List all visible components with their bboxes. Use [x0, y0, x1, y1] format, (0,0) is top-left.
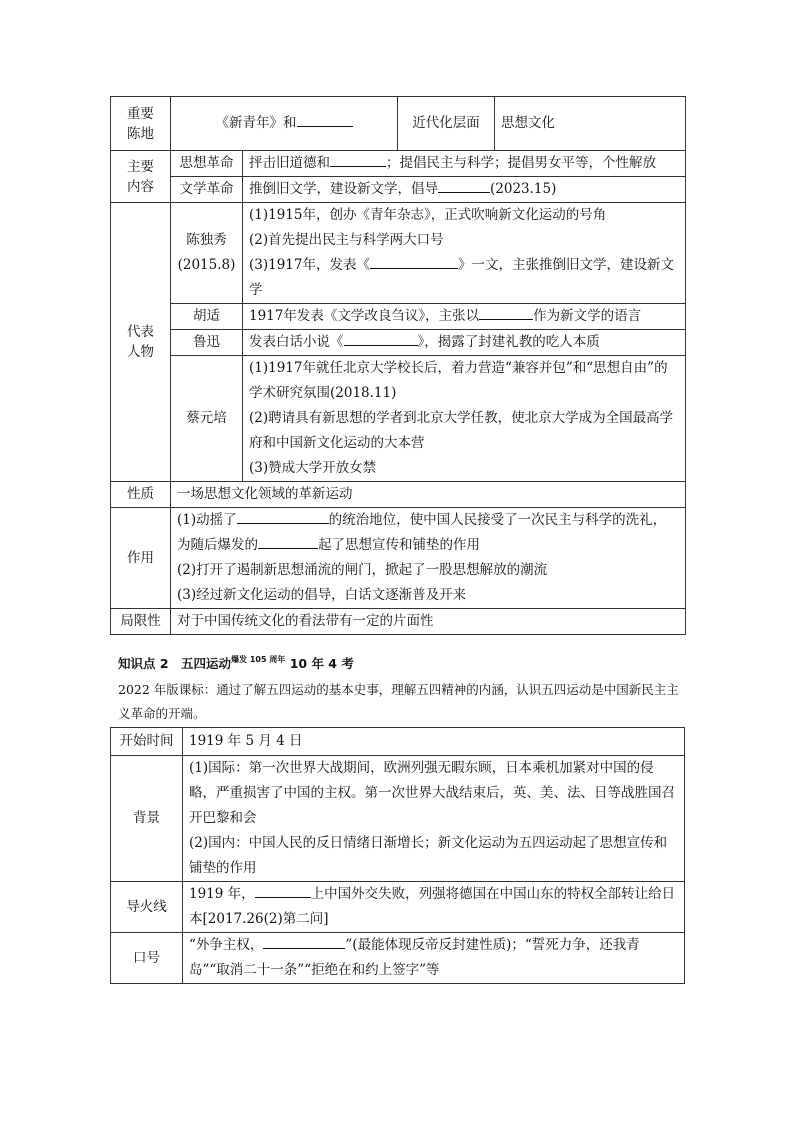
header-fuse: 导火线	[111, 882, 183, 933]
chen-name: 陈独秀 (2015.8)	[171, 203, 243, 304]
literature-revolution-text: 推倒旧文学，建设新文学，倡导 (2023.15)	[243, 177, 686, 203]
nature-text: 一场思想文化领域的革新运动	[171, 482, 686, 508]
lu-text: 发表白话小说《 》，揭露了封建礼教的吃人本质	[243, 330, 686, 356]
new-culture-table	[110, 96, 686, 635]
literature-revolution-label: 文学革命	[171, 177, 243, 203]
cai-name: 蔡元培	[171, 356, 243, 482]
thought-revolution-text: 抨击旧道德和 ；提倡民主与科学；提倡男女平等，个性解放	[243, 151, 686, 177]
fuse-text: 1919 年， 上中国外交失败，列强将德国在中国山东的特权全部转让给日本[2017.26(2)第二问]	[183, 882, 685, 933]
header-start: 开始时间	[111, 728, 183, 756]
modern-level-label: 近代化层面	[398, 97, 495, 151]
header-nature: 性质	[111, 482, 171, 508]
background-text: (1)国际：第一次世界大战期间，欧洲列强无暇东顾，日本乘机加紧对中国的侵略，严重损害了中国的主权。第一次世界大战结束后，英、美、法、日等战胜国召开巴黎和会 (2)国内：中国人民的反日情绪日渐增长；新文化运动为五四运动起了思想宣传和铺垫的作用	[183, 756, 685, 882]
chen-text: (1)1915年，创办《青年杂志》，正式吹响新文化运动的号角 (2)首先提出民主与科学两大口号 (3)1917年，发表《 》一文，主张推倒旧文学，建设新文学	[243, 203, 686, 304]
header-effect: 作用	[111, 508, 171, 609]
lu-name: 鲁迅	[171, 330, 243, 356]
may-fourth-table	[110, 727, 685, 984]
slogan-text: “外争主权， ”(最能体现反帝反封建性质)；“誓死力争，还我青岛”“取消二十一条”“拒绝在和约上签字”等	[183, 933, 685, 984]
hu-name: 胡适	[171, 304, 243, 330]
curriculum-standard: 2022 年版课标：通过了解五四运动的基本史事，理解五四精神的内涵，认识五四运动是中国新民主主义革命的开端。	[118, 682, 679, 721]
header-people: 代表 人物	[111, 203, 171, 482]
hu-text: 1917年发表《文学改良刍议》，主张以 作为新文学的语言	[243, 304, 686, 330]
limit-text: 对于中国传统文化的看法带有一定的片面性	[171, 609, 686, 635]
start-text: 1919 年 5 月 4 日	[183, 728, 685, 756]
effect-text: (1)动摇了 的统治地位，使中国人民接受了一次民主与科学的洗礼，为随后爆发的 起了思想宣传和铺垫的作用 (2)打开了遏制新思想涌流的闸门，掀起了一股思想解放的潮流 (3)经过新文化运动的倡导，白话文逐渐普及开来	[171, 508, 686, 609]
section-title: 知识点 2 五四运动$^{爆发 105 周年}$ 10 年 4 考	[118, 655, 354, 671]
modern-level-value: 思想文化	[495, 97, 686, 151]
header-slogan: 口号	[111, 933, 183, 984]
cai-text: (1)1917年就任北京大学校长后，着力营造“兼容并包”和“思想自由”的学术研究氛围(2018.11) (2)聘请具有新思想的学者到北京大学任教，使北京大学成为全国最高学府和中国新文化运动的大本营 (3)赞成大学开放女禁	[243, 356, 686, 482]
header-limit: 局限性	[111, 609, 171, 635]
header-base: 重要 陈地	[111, 97, 171, 151]
base-value: 《新青年》和	[171, 97, 398, 151]
header-background: 背景	[111, 756, 183, 882]
header-content: 主要 内容	[111, 151, 171, 203]
thought-revolution-label: 思想革命	[171, 151, 243, 177]
